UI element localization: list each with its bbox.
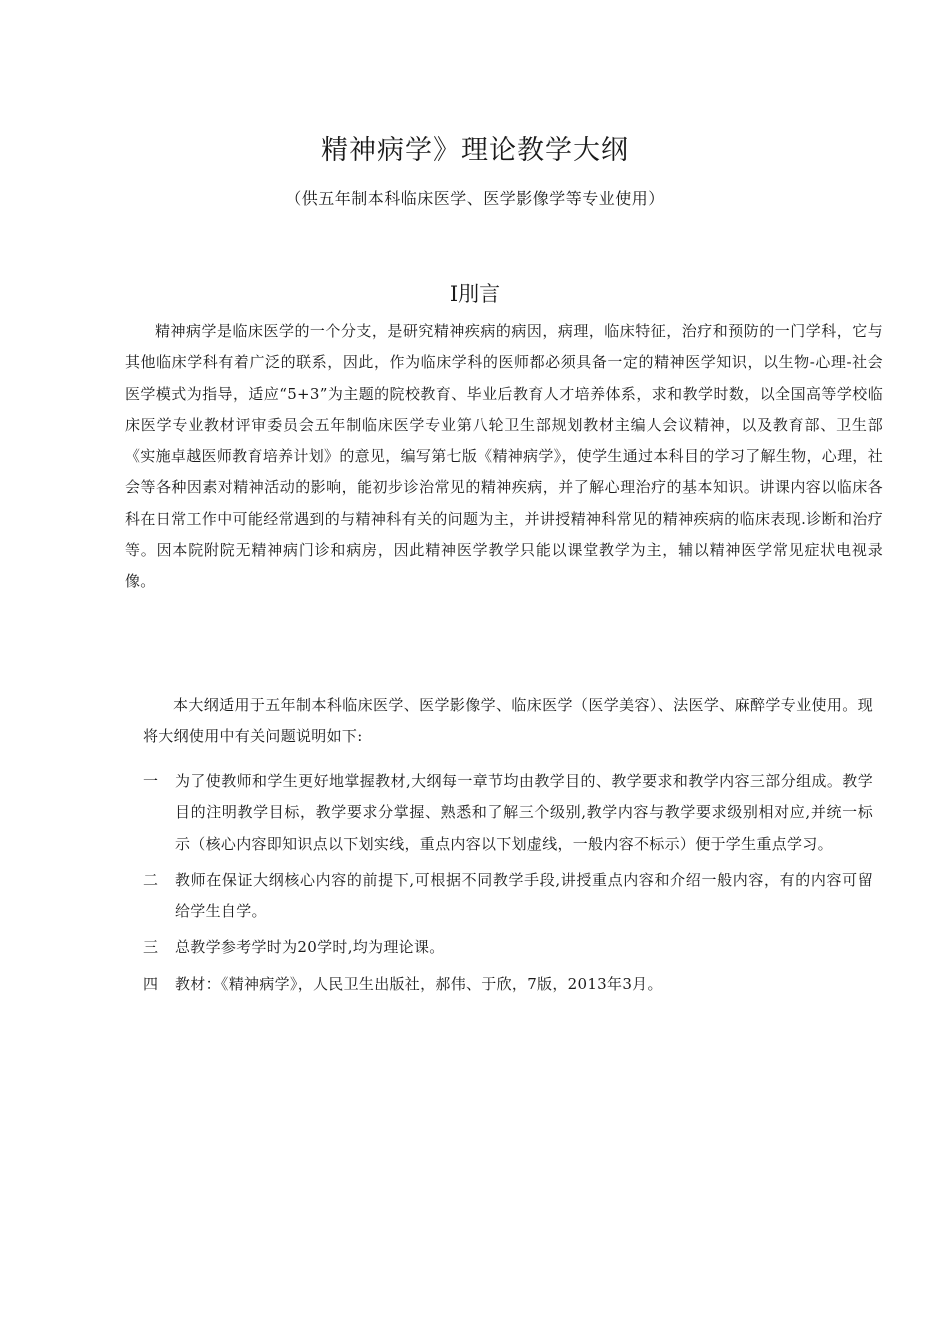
list-item-marker: 四 xyxy=(143,974,159,993)
notes-list xyxy=(143,766,873,1005)
list-item-text: 总教学参考学时为20学时,均为理论课。 xyxy=(175,938,445,957)
document-subtitle: （供五年制本科临床医学、医学影像学等专业使用） xyxy=(285,189,665,208)
list-item xyxy=(143,865,873,928)
list-item-marker: 一 xyxy=(143,772,159,790)
list-item xyxy=(143,766,873,860)
list-item-text: 为了使教师和学生更好地掌握教材,大纲每一章节均由教学目的、教学要求和教学内容三部分组成。教学目的注明教学目标，教学要求分掌握、熟悉和了解三个级别,教学内容与教学要求级别相对应,并统一标示（核心内容即知识点以下划实线，重点内容以下划虚线，一般内容不标示）便于学生重点学习。 xyxy=(175,772,873,853)
list-item xyxy=(143,969,873,1000)
section-heading-preface: I刖言 xyxy=(449,282,501,306)
list-item xyxy=(143,932,873,963)
list-item-text: 教师在保证大纲核心内容的前提下,可根据不同教学手段,讲授重点内容和介绍一般内容，有的内容可留给学生自学。 xyxy=(175,870,873,921)
document-title: 精神病学》理论教学大纲 xyxy=(321,135,629,166)
list-item-marker: 三 xyxy=(143,938,159,957)
scope-paragraph: 本大纲适用于五年制本科临床医学、医学影像学、临床医学（医学美容）、法医学、麻醉学专业使用。现将大纲使用中有关问题说明如下: xyxy=(143,696,873,746)
list-item-text: 教材：《精神病学》，人民卫生出版社，郝伟、于欣，7版，2013年3月。 xyxy=(175,974,663,993)
preface-paragraph: 精神病学是临床医学的一个分支，是研究精神疾病的病因，病理，临床特征，治疗和预防的一门学科，它与其他临床学科有着广泛的联系，因此，作为临床学科的医师都必须具备一定的精神医学知识，以生物-心理-社会医学模式为指导，适应“5+3”为主题的院校教育、毕业后教育人才培养体系，求和教学时数，以全国高等学校临床医学专业教材评审委员会五年制临床医学专业第八轮卫生部规划教材主编人会议精神，以及教育部、卫生部《实施卓越医师教育培养计划》的意见，编写第七版《精神病学》，使学生通过本科目的学习了解生物，心理，社会等各种因素对精神活动的影响，能初步诊治常见的精神疾病，并了解心理治疗的基本知识。讲课内容以临床各科在日常工作中可能经常遇到的与精神科有关的问题为主，并讲授精神科常见的精神疾病的临床表现.诊断和治疗等。因本院附院无精神病门诊和病房，因此精神医学教学只能以课堂教学为主，辅以精神医学常见症状电视录像。 xyxy=(125,322,883,591)
list-item-marker: 二 xyxy=(143,870,159,889)
